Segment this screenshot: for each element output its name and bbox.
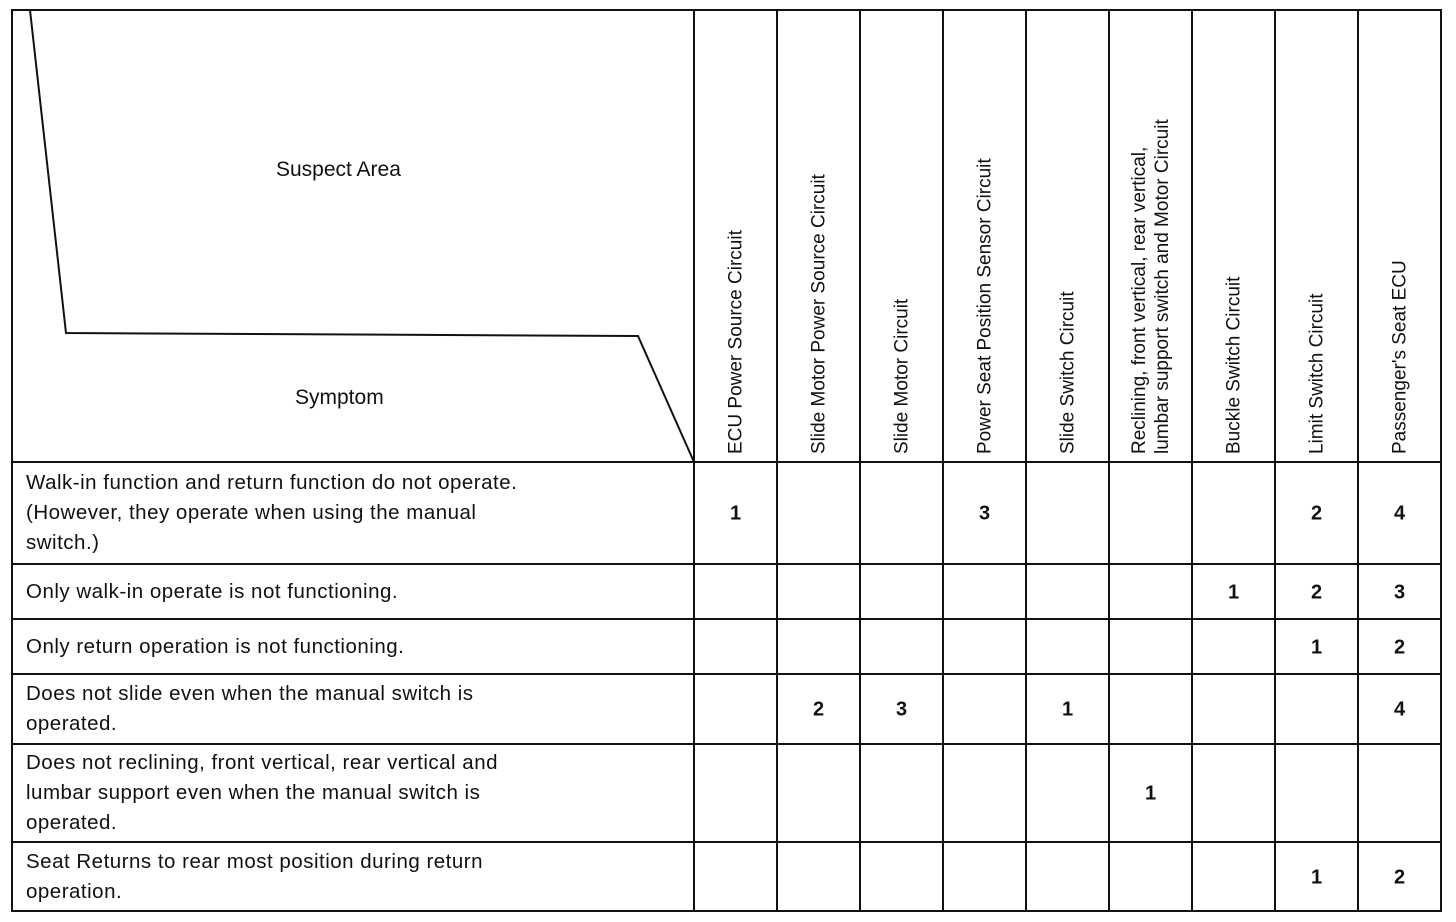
priority-cell: 3: [895, 698, 908, 721]
symptom-cell: Does not slide even when the manual switch is operated.: [26, 682, 474, 735]
suspect-area-label: Suspect Area: [276, 158, 401, 181]
table-border-top: [11, 9, 1442, 11]
priority-cell: 1: [1144, 782, 1157, 805]
symptom-cell: Only return operation is not functioning.: [26, 634, 405, 658]
priority-cell: 2: [1393, 866, 1406, 888]
priority-cell: 3: [1393, 581, 1406, 603]
priority-cell: 1: [729, 502, 742, 525]
column-header-label: Buckle Switch Circuit: [1223, 276, 1244, 454]
symptom-cell: Only walk-in operate is not functioning.: [26, 579, 399, 603]
column-header-label: Limit Switch Circuit: [1306, 293, 1327, 454]
column-header-label: Slide Motor Circuit: [891, 298, 912, 454]
priority-cell: 4: [1393, 698, 1406, 721]
column-header-label: Slide Switch Circuit: [1057, 291, 1078, 454]
priority-cell: 4: [1393, 502, 1406, 525]
symptom-cell: Does not reclining, front vertical, rear vertical and lumbar support even when the manual switch is operated.: [26, 751, 499, 834]
symptom-label: Symptom: [295, 386, 384, 409]
column-header-label: Passenger's Seat ECU: [1389, 260, 1410, 454]
priority-cell: 1: [1310, 866, 1323, 888]
priority-cell: 2: [1310, 581, 1323, 603]
column-header-label: Power Seat Position Sensor Circuit: [974, 158, 995, 454]
column-header-label: ECU Power Source Circuit: [725, 230, 746, 454]
column-header-label: Reclining, front vertical, rear vertical, lumbar support switch and Motor Circuit: [1128, 119, 1173, 454]
priority-cell: 1: [1227, 581, 1240, 603]
priority-cell: 1: [1310, 636, 1323, 658]
column-header-label: Slide Motor Power Source Circuit: [808, 174, 829, 454]
symptom-cell: Seat Returns to rear most position during return operation.: [26, 849, 483, 903]
priority-cell: 1: [1061, 698, 1074, 721]
priority-cell: 3: [978, 502, 991, 525]
priority-cell: 2: [1393, 636, 1406, 658]
priority-cell: 2: [1310, 502, 1323, 525]
priority-cell: 2: [812, 698, 825, 721]
symptom-cell: Walk-in function and return function do not operate. (However, they operate when using the manual switch.): [26, 471, 518, 554]
